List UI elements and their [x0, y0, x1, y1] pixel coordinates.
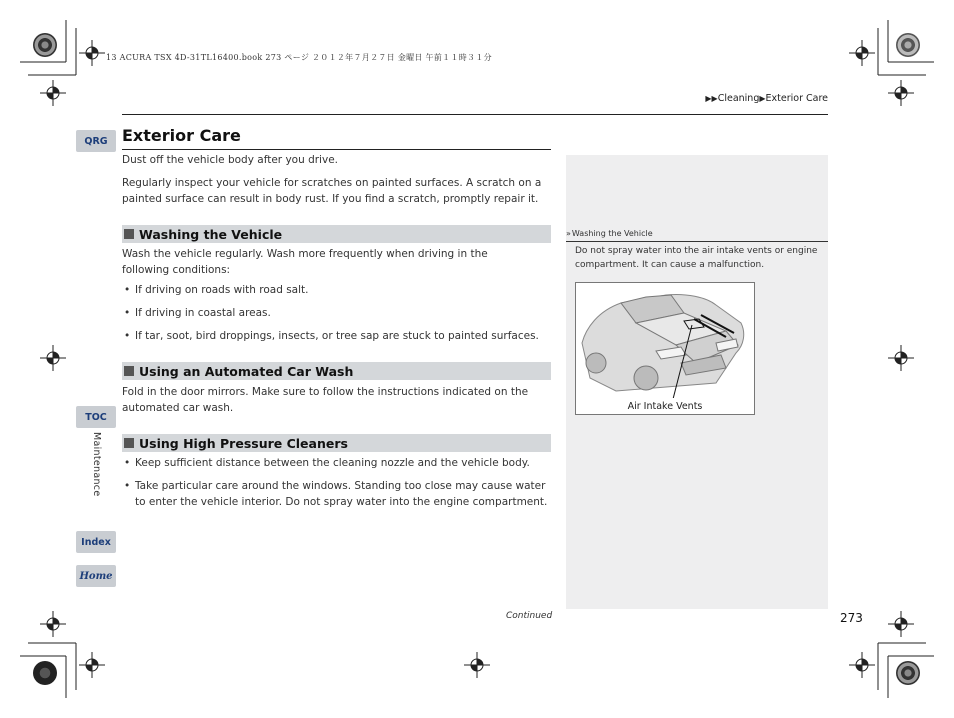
registration-mark-icon — [79, 652, 105, 678]
bullet-icon: • — [124, 457, 131, 469]
breadcrumb — [705, 93, 828, 104]
registration-mark-icon — [888, 611, 914, 637]
intro-paragraph: Dust off the vehicle body after you drive. — [122, 154, 338, 166]
home-tab[interactable]: Home — [76, 565, 116, 587]
toc-tab[interactable]: TOC — [76, 406, 116, 428]
double-arrow-icon: ▶▶ — [705, 94, 718, 103]
section-heading-high-pressure — [122, 434, 551, 452]
index-tab[interactable]: Index — [76, 531, 116, 553]
registration-mark-icon — [888, 80, 914, 106]
header-rule — [122, 114, 828, 115]
continued-label: Continued — [506, 611, 553, 621]
automated-text: Fold in the door mirrors. Make sure to follow the instructions indicated on the automated car wash. — [122, 386, 529, 414]
intro-paragraph: Regularly inspect your vehicle for scratches on painted surfaces. A scratch on a painted surface can result in body rust. If you find a scratch, promptly repair it. — [122, 177, 542, 205]
print-header: 13 ACURA TSX 4D-31TL16400.book 273 ページ ２０１２年７月２７日 金曜日 午前１１時３１分 — [106, 53, 492, 62]
breadcrumb-link-cleaning[interactable]: Cleaning — [717, 93, 760, 104]
registration-mark-icon — [464, 652, 490, 678]
registration-mark-icon — [40, 80, 66, 106]
figure-caption: Air Intake Vents — [627, 401, 703, 412]
registration-mark-icon — [40, 611, 66, 637]
reference-icon: » — [566, 229, 571, 238]
registration-mark-icon — [40, 345, 66, 371]
list-item-text: If driving in coastal areas. — [135, 307, 271, 319]
section-heading-label: Using High Pressure Cleaners — [139, 435, 348, 451]
qrg-tab[interactable]: QRG — [76, 130, 116, 152]
page-title: Exterior Care — [122, 126, 241, 145]
print-disc-icon — [896, 661, 920, 685]
square-bullet-icon — [124, 366, 134, 376]
sidebar-note-heading — [566, 229, 828, 242]
breadcrumb-current: Exterior Care — [765, 93, 828, 104]
list-item — [122, 329, 552, 345]
section-heading-label: Washing the Vehicle — [139, 226, 283, 242]
list-item — [122, 283, 552, 299]
registration-mark-icon — [888, 345, 914, 371]
bullet-icon: • — [124, 284, 131, 296]
registration-mark-icon — [849, 652, 875, 678]
print-disc-icon — [896, 33, 920, 57]
car-hood-illustration — [576, 283, 754, 398]
page-number: 273 — [840, 611, 863, 625]
print-disc-icon — [33, 661, 57, 685]
section-side-label: Maintenance — [91, 432, 102, 497]
sidebar-note-text: Do not spray water into the air intake vents or engine compartment. It can cause a malfunction. — [575, 246, 818, 270]
car-illustration — [575, 282, 755, 415]
section-heading-washing — [122, 225, 551, 243]
print-disc-icon — [33, 33, 57, 57]
list-item-text: If driving on roads with road salt. — [135, 284, 309, 296]
square-bullet-icon — [124, 229, 134, 239]
list-item — [122, 306, 552, 322]
title-rule — [122, 149, 551, 150]
list-item — [122, 456, 552, 472]
section-heading-label: Using an Automated Car Wash — [139, 363, 354, 379]
list-item-text: If tar, soot, bird droppings, insects, or tree sap are stuck to painted surfaces. — [135, 330, 539, 342]
washing-text: Wash the vehicle regularly. Wash more frequently when driving in the following conditions: — [122, 248, 488, 276]
bullet-icon: • — [124, 330, 131, 342]
registration-mark-icon — [79, 40, 105, 66]
bullet-icon: • — [124, 307, 131, 319]
list-item-text: Keep sufficient distance between the cleaning nozzle and the vehicle body. — [135, 457, 530, 469]
bullet-icon: • — [124, 480, 131, 492]
sidebar-note-title[interactable]: Washing the Vehicle — [571, 229, 653, 238]
arrow-icon: ▶ — [759, 94, 766, 103]
list-item-text: Take particular care around the windows. Standing too close may cause water to enter the vehicle interior. Do not spray water into the engine compartment. — [135, 480, 548, 508]
square-bullet-icon — [124, 438, 134, 448]
list-item — [122, 479, 552, 510]
section-heading-automated — [122, 362, 551, 380]
registration-mark-icon — [849, 40, 875, 66]
